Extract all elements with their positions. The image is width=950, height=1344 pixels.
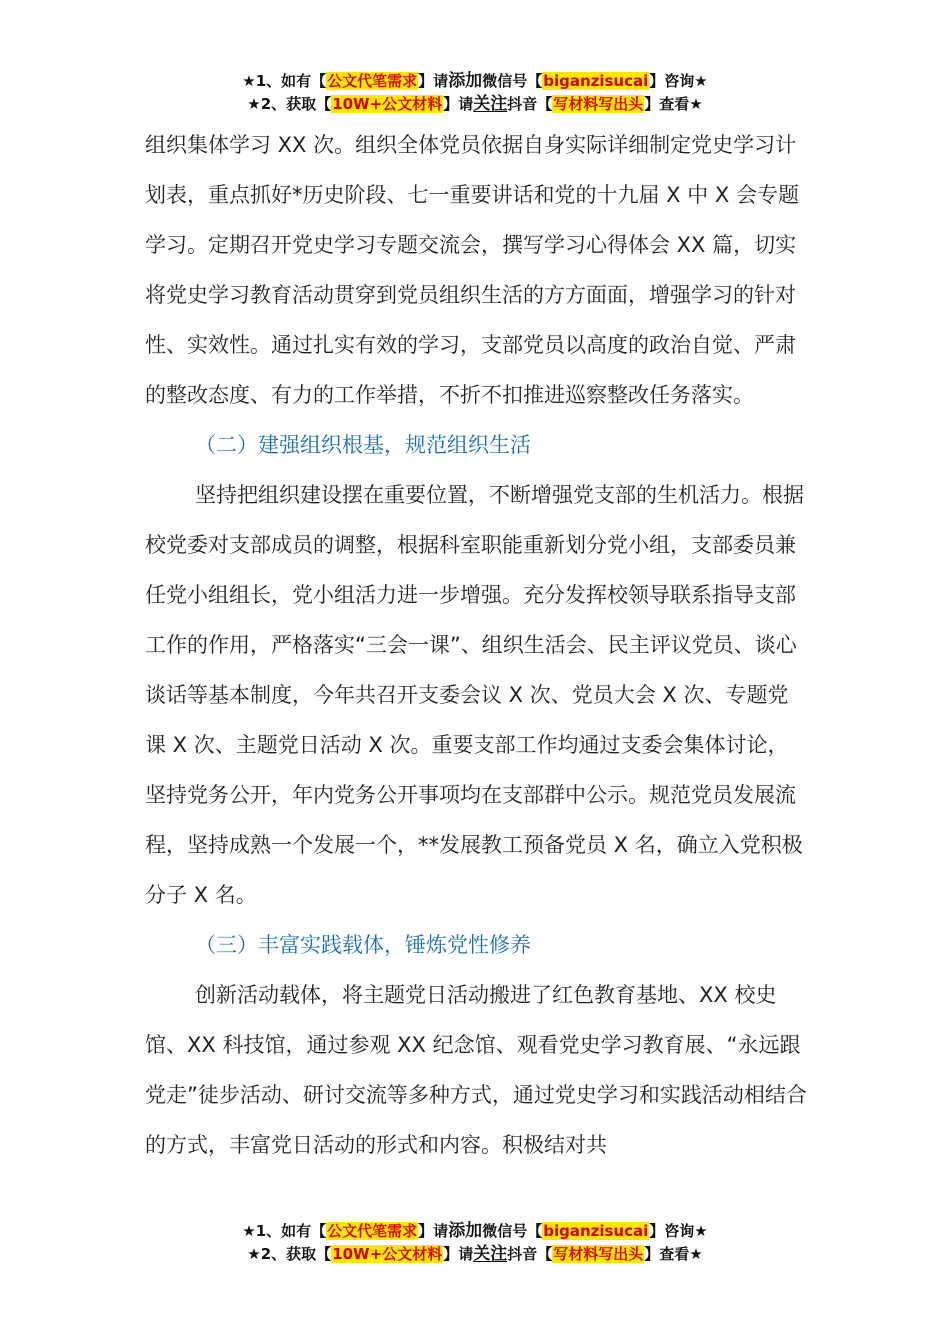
highlight-service: 公文代笔需求 <box>327 72 418 90</box>
highlight-douyin: 写材料写出头 <box>553 95 644 113</box>
highlight-douyin: 写材料写出头 <box>553 1245 644 1263</box>
bottom-banner <box>0 1220 950 1266</box>
paragraph-1: 组织集体学习 XX 次。组织全体党员依据自身实际详细制定党史学习计划表，重点抓好*历史阶段、七一重要讲话和党的十九届 X 中 X 会专题学习。定期召开党史学习专题交流会，撰写学习心得体会 XX 篇，切实将党史学习教育活动贯穿到党员组织生活的方方面面，增强学习的针对性、实效性。通过扎实有效的学习，支部党员以高度的政治自觉、严肃的整改态度、有力的工作举措，不折不扣推进巡察整改任务落实。 <box>145 133 799 407</box>
bottom-banner-line-1: ★1、如有【公文代笔需求】请添加微信号【biganzisucai】咨询★ <box>242 1221 708 1241</box>
top-banner-line-2: ★2、获取【10W+公文材料】请关注抖音【写材料写出头】查看★ <box>247 94 703 114</box>
highlight-materials: 10W+公文材料 <box>332 95 443 113</box>
top-banner-line-1: ★1、如有【公文代笔需求】请添加微信号【biganzisucai】咨询★ <box>242 71 708 91</box>
paragraph-3: 创新活动载体，将主题党日活动搬进了红色教育基地、XX 校史馆、XX 科技馆，通过参观 XX 纪念馆、观看党史学习教育展、“永远跟党走”徒步活动、研讨交流等多种方式，通过党史学习和实践活动相结合的方式，丰富党日活动的形式和内容。积极结对共 <box>145 983 807 1157</box>
section-heading-3: （三）丰富实践载体，锤炼党性修养 <box>195 933 531 957</box>
paragraph-2: 坚持把组织建设摆在重要位置，不断增强党支部的生机活力。根据校党委对支部成员的调整，根据科室职能重新划分党小组，支部委员兼任党小组组长，党小组活力进一步增强。充分发挥校领导联系指导支部工作的作用，严格落实“三会一课”、组织生活会、民主评议党员、谈心谈话等基本制度，今年共召开支委会议 X 次、党员大会 X 次、专题党课 X 次、主题党日活动 X 次。重要支部工作均通过支委会集体讨论，坚持党务公开，年内党务公开事项均在支部群中公示。规范党员发展流程，坚持成熟一个发展一个，**发展教工预备党员 X 名，确立入党积极分子 X 名。 <box>145 483 804 907</box>
highlight-service: 公文代笔需求 <box>327 1222 418 1240</box>
top-banner <box>0 70 950 116</box>
highlight-materials: 10W+公文材料 <box>332 1245 443 1263</box>
highlight-wechat-id: biganzisucai <box>543 1222 649 1240</box>
bottom-banner-line-2: ★2、获取【10W+公文材料】请关注抖音【写材料写出头】查看★ <box>247 1244 703 1264</box>
section-heading-2: （二）建强组织根基，规范组织生活 <box>195 433 531 457</box>
document-body <box>145 120 809 1170</box>
highlight-wechat-id: biganzisucai <box>543 72 649 90</box>
